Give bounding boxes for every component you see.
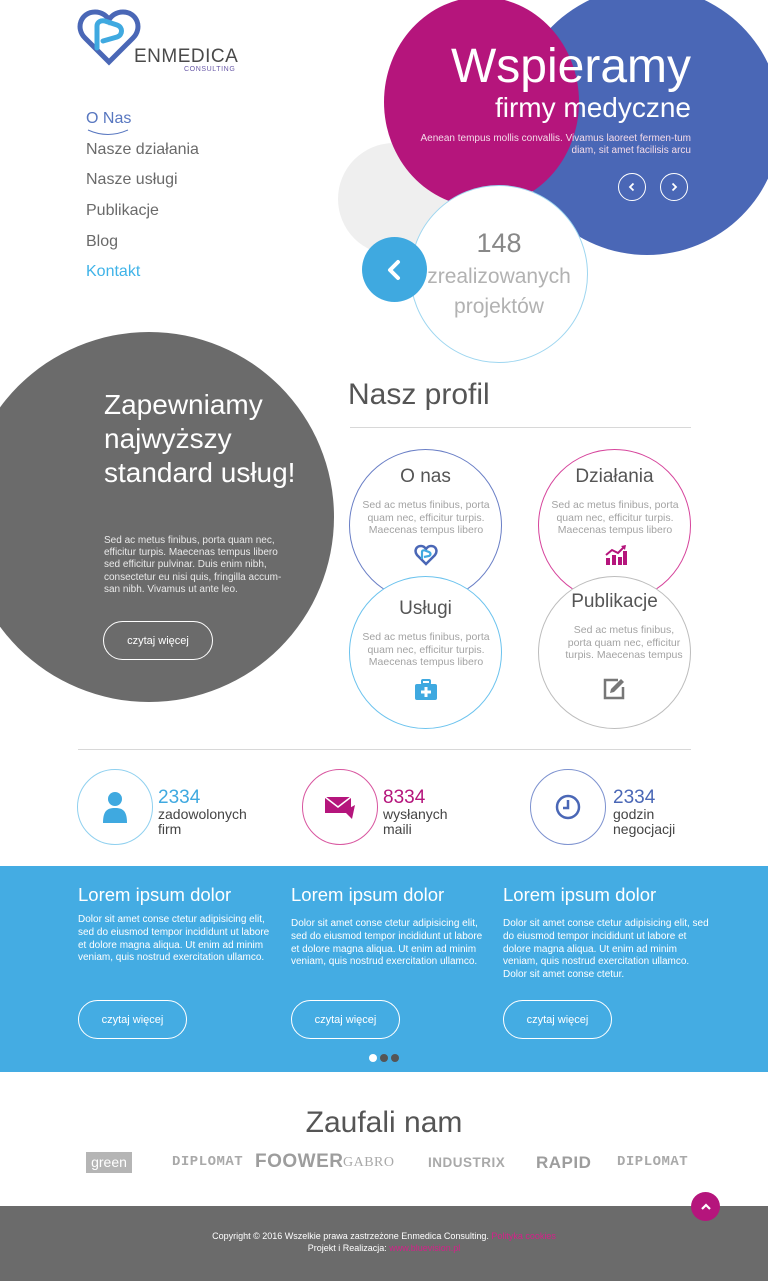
brand-name[interactable]: ENMEDICA bbox=[134, 46, 239, 67]
footer-copyright bbox=[0, 1231, 768, 1241]
partner-logo-industrix[interactable]: INDUSTRIX bbox=[428, 1155, 506, 1170]
mail-icon bbox=[324, 794, 356, 820]
band-column-text: Dolor sit amet conse ctetur adipisicing elit, sed do eiusmod tempor incididunt ut labore et dolore magna aliqua. Ut enim ad minim veniam, quis nostrud exercitation ullamco. bbox=[78, 914, 270, 964]
profil-card-text: Sed ac metus finibus, porta quam nec, efficitur turpis. Maecenas tempus bbox=[565, 624, 683, 661]
stat-label-line: wysłanych bbox=[383, 806, 448, 822]
partner-logo-foower[interactable]: FOOWER bbox=[255, 1151, 344, 1172]
stat-circle-hours bbox=[530, 769, 606, 845]
chart-icon bbox=[604, 544, 628, 566]
band-read-more-button[interactable]: czytaj więcej bbox=[503, 1000, 612, 1039]
projects-count: 148 bbox=[476, 228, 522, 258]
scroll-to-top-button[interactable] bbox=[691, 1192, 720, 1221]
carousel-dot-active[interactable] bbox=[369, 1054, 377, 1062]
profil-card-text: Sed ac metus finibus, porta quam nec, efficitur turpis. Maecenas tempus libero bbox=[362, 499, 490, 536]
credits-link[interactable]: www.bluevision.pl bbox=[389, 1243, 461, 1253]
nav-active-underline bbox=[86, 129, 130, 137]
stat-label-line: maili bbox=[383, 821, 412, 837]
user-icon bbox=[102, 791, 128, 823]
chevron-right-icon bbox=[669, 182, 679, 192]
band-column-title: Lorem ipsum dolor bbox=[78, 884, 232, 905]
nav-item-publikacje[interactable]: Publikacje bbox=[86, 202, 159, 220]
standard-read-more-button[interactable]: czytaj więcej bbox=[103, 621, 213, 660]
nav-item-blog[interactable]: Blog bbox=[86, 232, 119, 250]
divider bbox=[78, 749, 691, 750]
partner-logo-gabro[interactable]: GABRO bbox=[343, 1155, 395, 1170]
stat-prev-button[interactable] bbox=[362, 237, 427, 302]
nav-item-kontakt[interactable]: Kontakt bbox=[86, 263, 141, 281]
profil-card-title: O nas bbox=[400, 466, 451, 487]
stat-label-mails bbox=[383, 807, 448, 837]
chevron-left-icon bbox=[383, 258, 407, 282]
profil-card-title: Usługi bbox=[399, 598, 452, 619]
stat-label-line: firm bbox=[158, 821, 182, 837]
profil-card-title: Działania bbox=[575, 466, 654, 487]
profil-card-text: Sed ac metus finibus, porta quam nec, efficitur turpis. Maecenas tempus libero bbox=[362, 631, 490, 668]
band-column-title: Lorem ipsum dolor bbox=[503, 884, 657, 905]
edit-icon bbox=[602, 677, 626, 701]
carousel-dot[interactable] bbox=[391, 1054, 399, 1062]
clock-icon bbox=[554, 793, 582, 821]
standard-title: Zapewniamy najwyższy standard usług! bbox=[104, 389, 296, 488]
heart-logo-icon bbox=[414, 544, 438, 566]
stat-number-firms: 2334 bbox=[158, 787, 201, 808]
carousel-dot[interactable] bbox=[380, 1054, 388, 1062]
profil-card-text: Sed ac metus finibus, porta quam nec, efficitur turpis. Maecenas tempus libero bbox=[551, 499, 679, 536]
partner-logo-diplomat[interactable]: DIPLOMAT bbox=[172, 1154, 244, 1170]
band-column-title: Lorem ipsum dolor bbox=[291, 884, 445, 905]
chevron-up-icon bbox=[700, 1201, 712, 1213]
stat-label-line: zadowolonych bbox=[158, 806, 247, 822]
partner-logo-green[interactable]: green bbox=[86, 1152, 132, 1173]
logo-heart-icon[interactable] bbox=[77, 8, 141, 66]
hero-next-button[interactable] bbox=[660, 173, 688, 201]
stat-number-mails: 8334 bbox=[383, 787, 426, 808]
divider bbox=[350, 427, 691, 428]
stat-circle-mails bbox=[302, 769, 378, 845]
hero-text: Aenean tempus mollis convallis. Vivamus laoreet fermen-tum diam, sit amet facilisis arcu bbox=[420, 133, 691, 156]
nav-item-o-nas[interactable]: O Nas bbox=[86, 110, 132, 127]
hero-subtitle: firmy medyczne bbox=[494, 92, 691, 123]
stat-label-firms bbox=[158, 807, 247, 837]
nav-item-dzialania[interactable]: Nasze działania bbox=[86, 140, 199, 158]
stat-label-line: negocjacji bbox=[613, 821, 676, 837]
band-read-more-button[interactable]: czytaj więcej bbox=[78, 1000, 187, 1039]
band-read-more-button[interactable]: czytaj więcej bbox=[291, 1000, 400, 1039]
medical-kit-icon bbox=[414, 679, 438, 701]
hero-prev-button[interactable] bbox=[618, 173, 646, 201]
profil-title: Nasz profil bbox=[348, 378, 490, 411]
projects-label bbox=[410, 262, 588, 322]
stat-number-hours: 2334 bbox=[613, 787, 656, 808]
projects-label-line1: zrealizowanych bbox=[427, 265, 571, 288]
copyright-text: Copyright © 2016 Wszelkie prawa zastrzeżone Enmedica Consulting. bbox=[212, 1231, 489, 1241]
band-column-text: Dolor sit amet conse ctetur adipisicing elit, sed do eiusmod tempor incididunt ut labore et dolore magna aliqua. Ut enim ad minim veniam, quis nostrud exercitation ullamco. Dolor sit amet conse ctetur. bbox=[503, 918, 709, 981]
trusted-title: Zaufali nam bbox=[305, 1106, 463, 1139]
stat-label-hours bbox=[613, 807, 675, 837]
partner-logo-diplomat[interactable]: DIPLOMAT bbox=[617, 1154, 689, 1170]
nav-item-uslugi[interactable]: Nasze usługi bbox=[86, 171, 178, 189]
profil-card-title: Publikacje bbox=[571, 591, 658, 612]
credits-text: Projekt i Realizacja: bbox=[307, 1243, 387, 1253]
footer-credits bbox=[0, 1243, 768, 1253]
brand-sub: CONSULTING bbox=[184, 66, 236, 73]
projects-label-line2: projektów bbox=[454, 295, 544, 318]
stat-label-line: godzin bbox=[613, 806, 655, 822]
stat-circle-firms bbox=[77, 769, 153, 845]
cookies-link[interactable]: Polityka cookies bbox=[491, 1231, 556, 1241]
chevron-left-icon bbox=[627, 182, 637, 192]
band-column-text: Dolor sit amet conse ctetur adipisicing elit, sed do eiusmod tempor incididunt ut labore et dolore magna aliqua. Ut enim ad minim veniam, quis nostrud exercitation ullamco. bbox=[291, 918, 483, 968]
hero-title: Wspieramy bbox=[450, 40, 691, 93]
standard-text: Sed ac metus finibus, porta quam nec, efficitur turpis. Maecenas tempus libero sed efficitur pulvinar. Duis enim nibh, consectetur eu nisi quis, fringilla accum-san nibh. Vivamus ut ante leo. bbox=[104, 535, 282, 595]
partner-logo-rapid[interactable]: RAPID bbox=[536, 1153, 592, 1172]
